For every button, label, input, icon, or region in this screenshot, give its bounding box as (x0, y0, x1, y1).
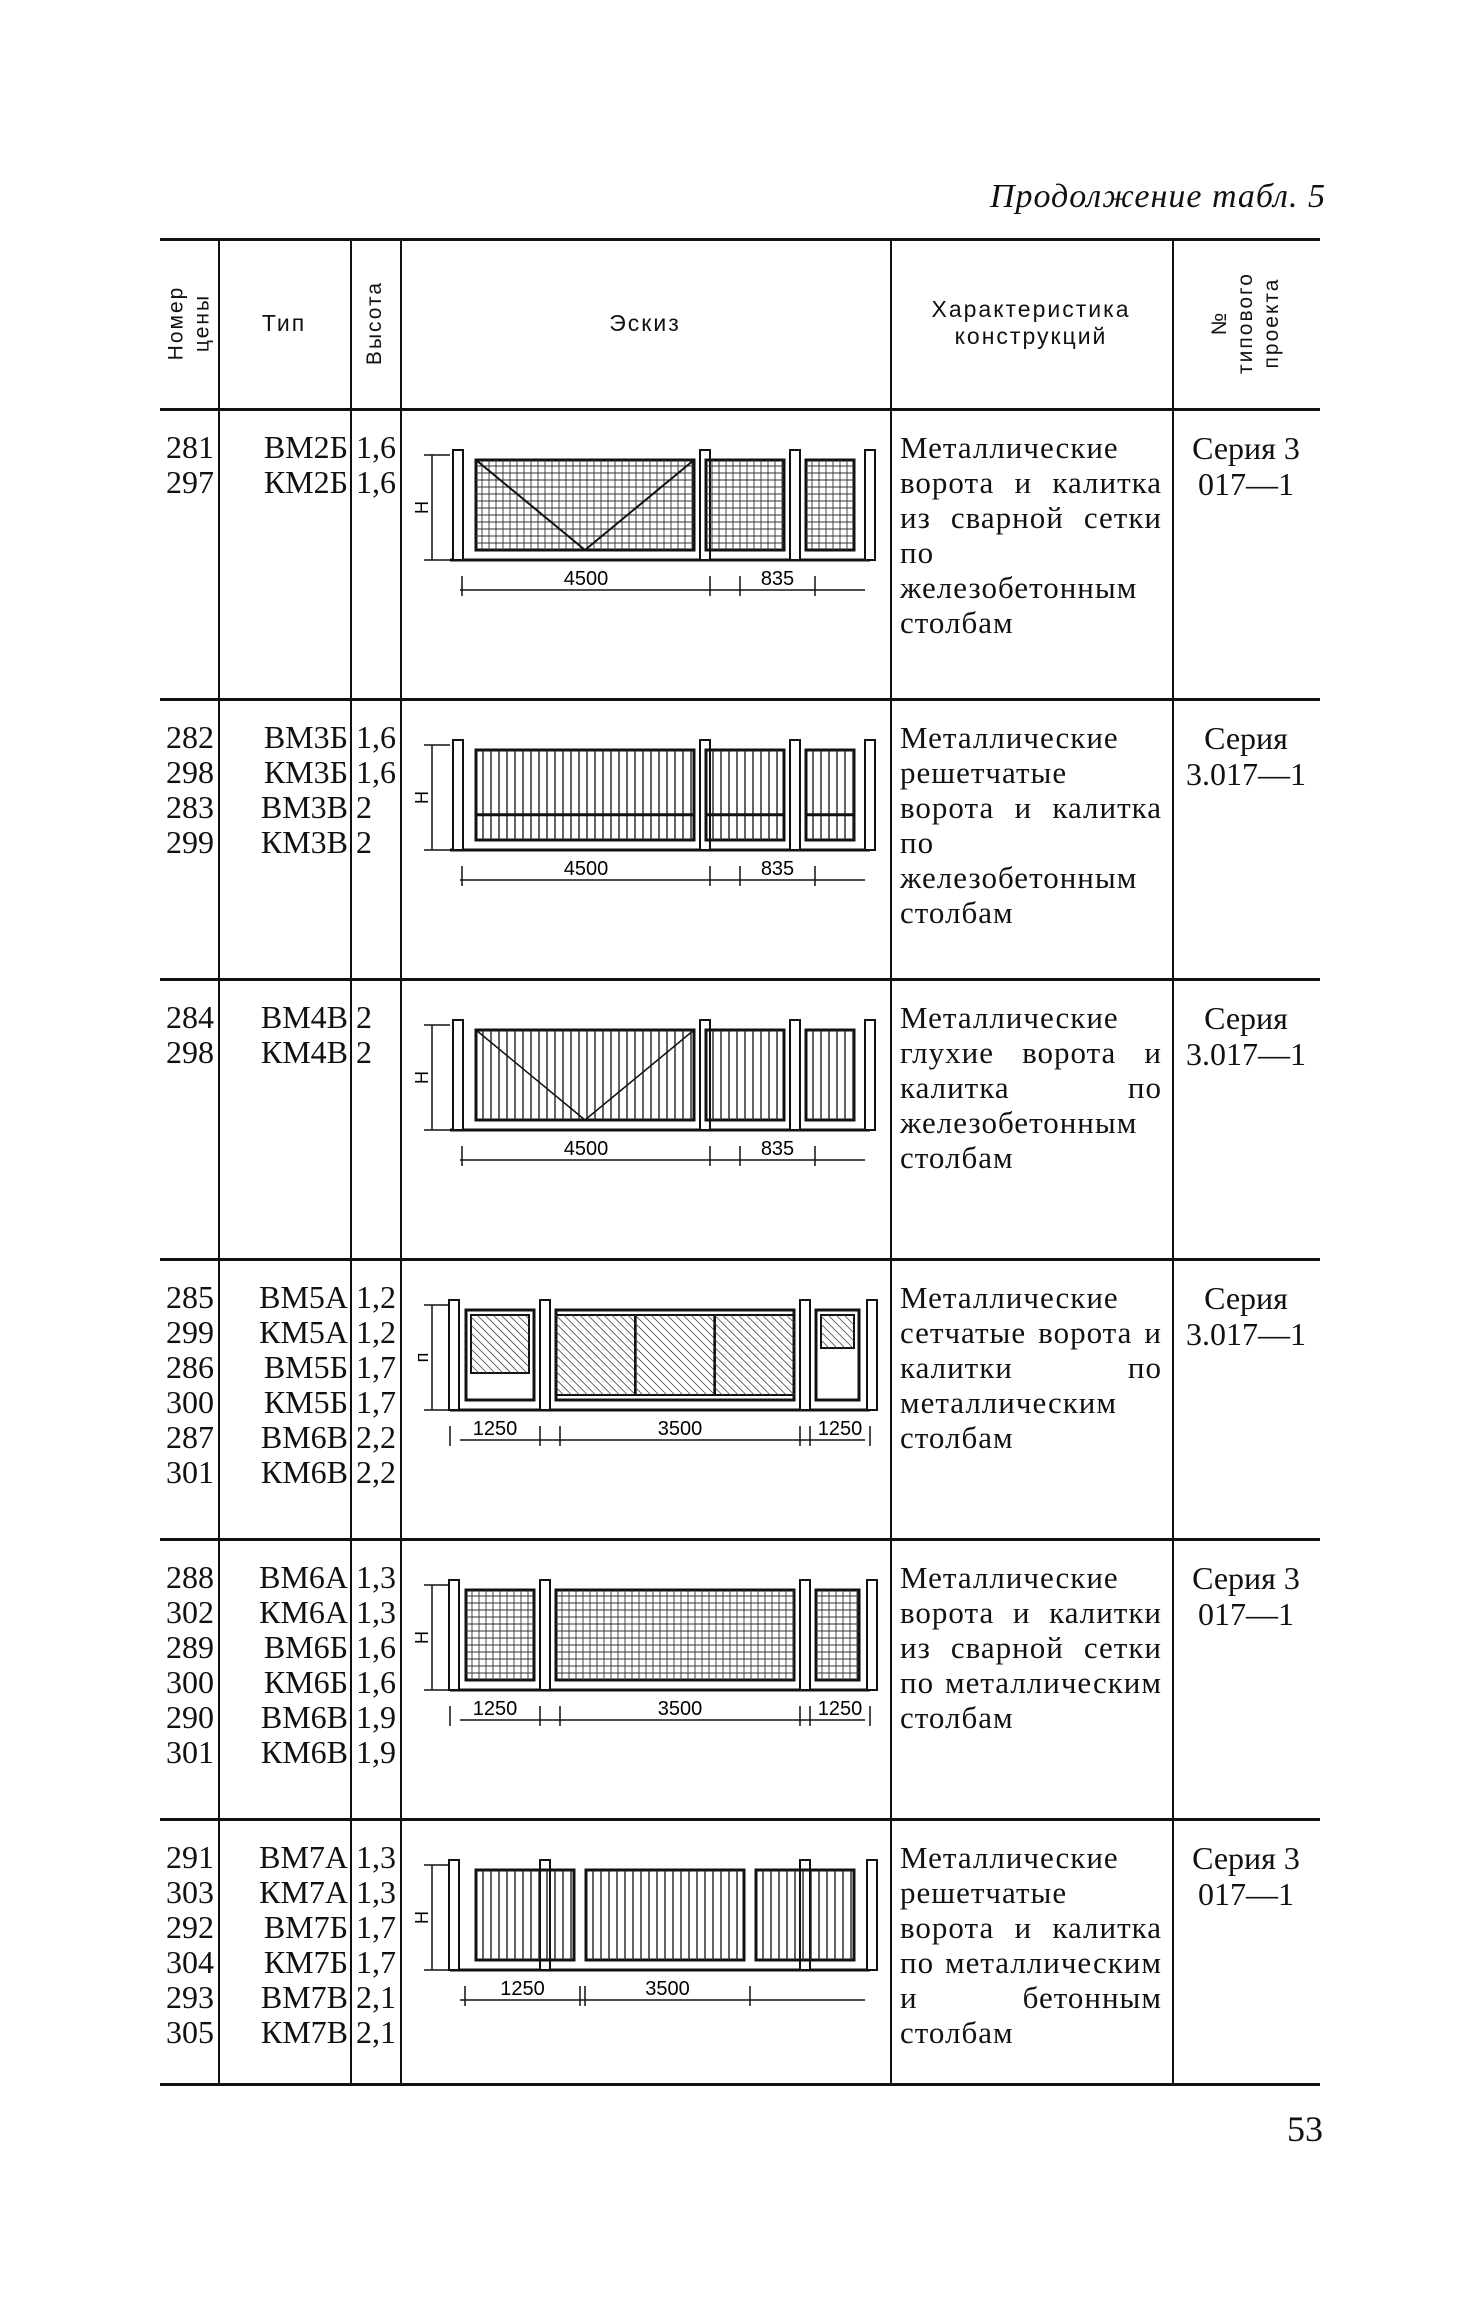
table-rule (160, 978, 1320, 981)
table-row (160, 1000, 1320, 1250)
type-codes (224, 720, 352, 860)
gate-drawing (410, 720, 880, 920)
gate-drawing (410, 1280, 880, 1480)
height-value: 2 (356, 824, 372, 860)
project-series: Серия 3 017—1 (1192, 430, 1300, 502)
type-code: ВМ4В (260, 999, 348, 1035)
price-number: 297 (166, 464, 214, 500)
height-values (356, 1560, 400, 1770)
type-code: ВМ7А (259, 1839, 348, 1875)
project-series: Серия 3.017—1 (1186, 1000, 1306, 1072)
gate-drawing (410, 1840, 880, 2040)
type-code: КМ6А (259, 1594, 348, 1630)
height-mark: Н (412, 501, 432, 514)
data-table (160, 238, 1320, 2083)
construction-description: Металлические решетчатые ворота и калитка по металлическим и бетонным столбам (900, 1840, 1162, 2050)
price-number: 287 (166, 1419, 214, 1455)
type-code: ВМ6Б (263, 1629, 348, 1665)
gate-sketch (410, 1280, 880, 1485)
height-value: 2,1 (356, 2014, 396, 2050)
height-values (356, 720, 400, 860)
table-rule (160, 1258, 1320, 1261)
height-mark: Н (412, 1631, 432, 1644)
gate-drawing (410, 1560, 880, 1760)
height-value: 1,6 (356, 754, 396, 790)
header-number: Номер цены (164, 285, 214, 361)
height-mark: п (412, 1352, 432, 1363)
project-series: Серия 3 017—1 (1192, 1840, 1300, 1912)
price-number: 302 (166, 1594, 214, 1630)
dimension-label: 835 (760, 1138, 795, 1160)
price-numbers (160, 1280, 214, 1490)
height-values (356, 430, 400, 500)
table-row (160, 430, 1320, 690)
price-number: 298 (166, 754, 214, 790)
dimension-label: 1250 (817, 1698, 863, 1720)
project-series: Серия 3.017—1 (1186, 720, 1306, 792)
table-rule (160, 408, 1320, 411)
table-row (160, 720, 1320, 970)
price-number: 301 (166, 1454, 214, 1490)
price-number: 284 (166, 999, 214, 1035)
type-code: КМ2Б (263, 464, 348, 500)
height-value: 1,3 (356, 1874, 396, 1910)
type-code: ВМ5А (259, 1279, 348, 1315)
type-codes (224, 1840, 352, 2050)
price-number: 292 (166, 1909, 214, 1945)
height-value: 1,6 (356, 1629, 396, 1665)
table-rule (160, 1538, 1320, 1541)
project-series: Серия 3.017—1 (1186, 1280, 1306, 1352)
construction-description: Металлические сетчатые ворота и калитки по металлическим столбам (900, 1280, 1162, 1455)
type-code: КМ5Б (263, 1384, 348, 1420)
price-number: 304 (166, 1944, 214, 1980)
page-number: 53 (1287, 2109, 1323, 2149)
type-codes (224, 1560, 352, 1770)
height-values (356, 1840, 400, 2050)
height-value: 1,2 (356, 1279, 396, 1315)
dimension-label: 3500 (645, 1978, 690, 2000)
construction-description: Металлические решетчатые ворота и калитка по железобетонным столбам (900, 720, 1162, 930)
type-code: КМ3Б (263, 754, 348, 790)
height-value: 2 (356, 789, 372, 825)
dimension-label: 3500 (657, 1418, 703, 1440)
price-number: 282 (166, 719, 214, 755)
type-code: КМ5А (259, 1314, 348, 1350)
table-rule (160, 1818, 1320, 1821)
price-number: 300 (166, 1664, 214, 1700)
dimension-label: 1250 (472, 1698, 518, 1720)
type-code: ВМ3В (260, 789, 348, 825)
construction-description: Металлические ворота и калитка из сварной сетки по железобетонным столбам (900, 430, 1162, 640)
gate-sketch (410, 430, 880, 635)
price-number: 303 (166, 1874, 214, 1910)
table-rule (160, 698, 1320, 701)
table-row (160, 1280, 1320, 1530)
header-characteristic: Характеристика конструкций (931, 296, 1131, 349)
price-number: 285 (166, 1279, 214, 1315)
type-codes (224, 1000, 352, 1070)
height-value: 1,9 (356, 1699, 396, 1735)
type-code: КМ6Б (263, 1664, 348, 1700)
header-sketch: Эскиз (609, 309, 681, 336)
price-number: 289 (166, 1629, 214, 1665)
type-codes (224, 430, 352, 500)
project-series: Серия 3 017—1 (1192, 1560, 1300, 1632)
height-values (356, 1000, 400, 1070)
price-number: 283 (166, 789, 214, 825)
height-value: 1,3 (356, 1559, 396, 1595)
price-number: 301 (166, 1734, 214, 1770)
height-value: 2 (356, 999, 372, 1035)
dimension-label: 1250 (472, 1418, 518, 1440)
type-code: ВМ7В (260, 1979, 348, 2015)
type-code: КМ6В (260, 1454, 348, 1490)
price-number: 281 (166, 429, 214, 465)
dimension-label: 4500 (563, 858, 609, 880)
price-numbers (160, 720, 214, 860)
price-number: 288 (166, 1559, 214, 1595)
gate-sketch (410, 1560, 880, 1765)
type-code: ВМ3Б (263, 719, 348, 755)
height-value: 1,3 (356, 1594, 396, 1630)
height-value: 1,7 (356, 1384, 396, 1420)
height-mark: Н (412, 791, 432, 804)
dimension-label: 835 (760, 568, 795, 590)
dimension-label: 835 (760, 858, 795, 880)
header-project: № типового проекта (1208, 272, 1283, 374)
table-row (160, 1840, 1320, 2075)
type-code: ВМ5Б (263, 1349, 348, 1385)
table-caption: Продолжение табл. 5 (989, 178, 1326, 215)
price-number: 291 (166, 1839, 214, 1875)
gate-sketch (410, 1840, 880, 2045)
price-number: 293 (166, 1979, 214, 2015)
type-code: ВМ6В (260, 1699, 348, 1735)
type-code: КМ7Б (263, 1944, 348, 1980)
dimension-label: 4500 (563, 568, 609, 590)
height-value: 1,3 (356, 1839, 396, 1875)
construction-description: Металлические глухие ворота и калитка по железобетонным столбам (900, 1000, 1162, 1175)
gate-sketch (410, 720, 880, 925)
dimension-label: 1250 (817, 1418, 863, 1440)
height-value: 2,1 (356, 1979, 396, 2015)
price-numbers (160, 430, 214, 500)
height-values (356, 1280, 400, 1490)
price-number: 299 (166, 824, 214, 860)
height-mark: Н (412, 1071, 432, 1084)
price-number: 299 (166, 1314, 214, 1350)
price-numbers (160, 1560, 214, 1770)
type-code: ВМ2Б (263, 429, 348, 465)
dimension-label: 4500 (563, 1138, 609, 1160)
dimension-label: 1250 (500, 1978, 545, 2000)
height-value: 1,2 (356, 1314, 396, 1350)
type-code: ВМ6В (260, 1419, 348, 1455)
price-number: 290 (166, 1699, 214, 1735)
height-value: 1,6 (356, 429, 396, 465)
height-value: 1,9 (356, 1734, 396, 1770)
type-code: КМ6В (260, 1734, 348, 1770)
price-number: 300 (166, 1384, 214, 1420)
construction-description: Металлические ворота и калитки из сварной сетки по металлическим столбам (900, 1560, 1162, 1735)
height-value: 1,7 (356, 1349, 396, 1385)
height-value: 1,7 (356, 1909, 396, 1945)
height-mark: Н (412, 1911, 432, 1924)
type-code: КМ4В (260, 1034, 348, 1070)
price-number: 305 (166, 2014, 214, 2050)
dimension-label: 3500 (657, 1698, 703, 1720)
type-codes (224, 1280, 352, 1490)
height-value: 1,7 (356, 1944, 396, 1980)
price-number: 298 (166, 1034, 214, 1070)
type-code: ВМ6А (259, 1559, 348, 1595)
gate-drawing (410, 430, 880, 630)
type-code: КМ3В (260, 824, 348, 860)
type-code: КМ7В (260, 2014, 348, 2050)
table-rule (160, 238, 1320, 241)
gate-drawing (410, 1000, 880, 1200)
price-numbers (160, 1840, 214, 2050)
header-height: Высота (363, 280, 386, 366)
height-value: 1,6 (356, 719, 396, 755)
price-numbers (160, 1000, 214, 1070)
height-value: 2,2 (356, 1419, 396, 1455)
height-value: 1,6 (356, 1664, 396, 1700)
table-row (160, 1560, 1320, 1810)
table-rule (160, 2083, 1320, 2086)
gate-sketch (410, 1000, 880, 1205)
header-type: Тип (261, 309, 307, 336)
price-number: 286 (166, 1349, 214, 1385)
height-value: 2,2 (356, 1454, 396, 1490)
height-value: 2 (356, 1034, 372, 1070)
type-code: КМ7А (259, 1874, 348, 1910)
height-value: 1,6 (356, 464, 396, 500)
type-code: ВМ7Б (263, 1909, 348, 1945)
